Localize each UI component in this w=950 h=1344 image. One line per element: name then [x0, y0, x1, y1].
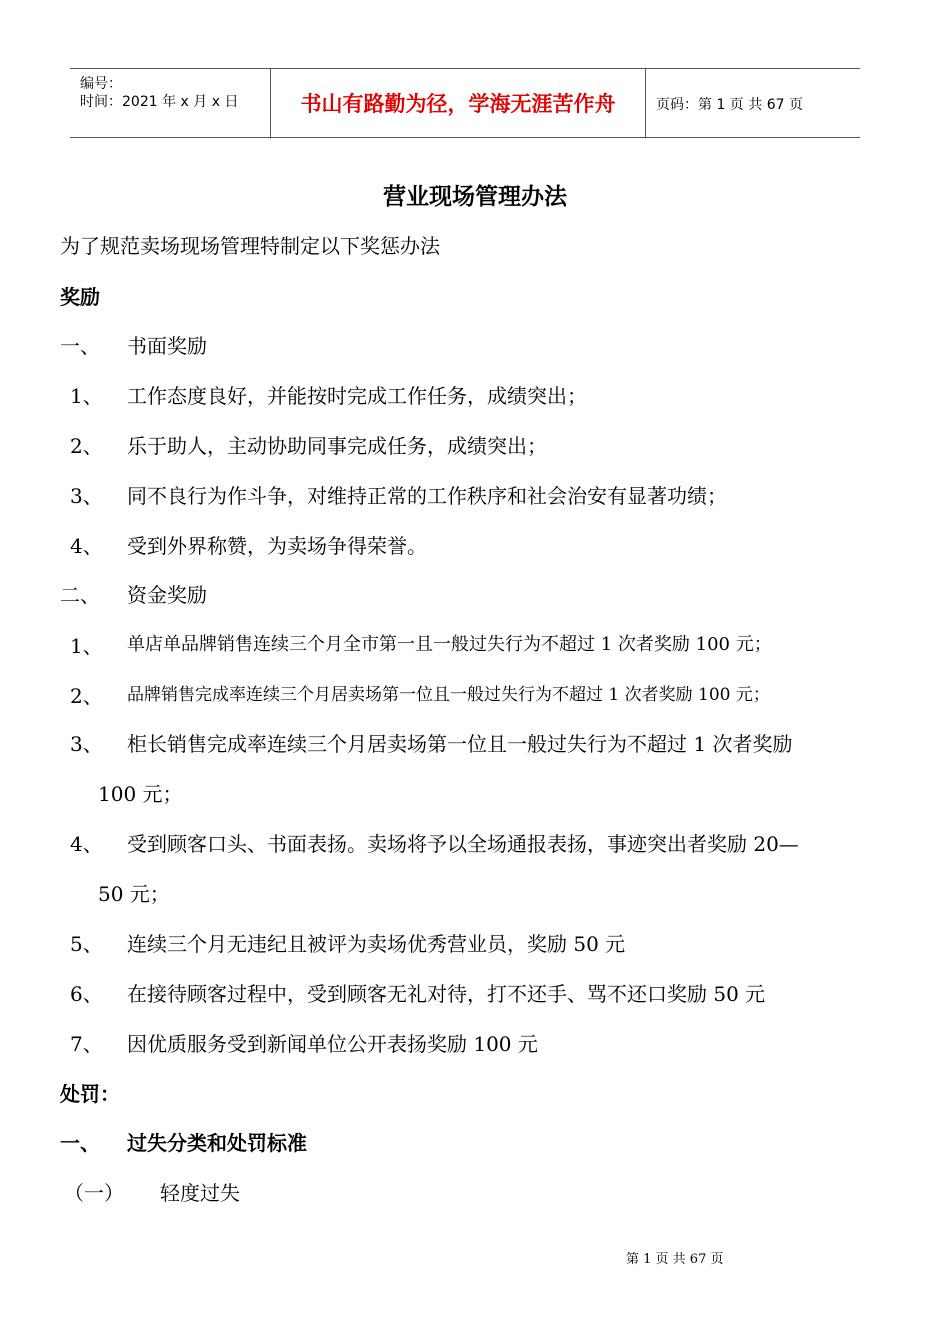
section-label: 过失分类和处罚标准 — [127, 1131, 307, 1155]
document-title: 营业现场管理办法 — [383, 183, 567, 210]
item-text: 受到外界称赞，为卖场争得荣誉。 — [127, 534, 427, 558]
number-label: 编号： — [80, 76, 122, 92]
item-number: 1、 — [70, 634, 103, 658]
section-number: 一、 — [60, 1131, 100, 1155]
item-number: 4、 — [70, 832, 103, 856]
item-text: 在接待顾客过程中，受到顾客无礼对待，打不还手、骂不还口奖励 50 元 — [127, 982, 766, 1006]
intro-paragraph: 为了规范卖场现场管理特制定以下奖惩办法 — [60, 234, 440, 258]
reward-heading: 奖励 — [60, 285, 100, 309]
item-number: 7、 — [70, 1032, 103, 1056]
item-number: 4、 — [70, 534, 103, 558]
header-meta — [70, 69, 270, 137]
time-label: 时间：2021 年 x 月 x 日 — [80, 94, 239, 110]
header-page-info: 页码：第 1 页 共 67 页 — [656, 97, 803, 113]
item-text: 受到顾客口头、书面表扬。卖场将予以全场通报表扬，事迹突出者奖励 20— — [127, 832, 799, 856]
item-number: 2、 — [70, 684, 103, 708]
subsection-label: 轻度过失 — [160, 1181, 240, 1205]
section-label: 资金奖励 — [127, 583, 207, 607]
item-number: 2、 — [70, 434, 103, 458]
section-number: 一、 — [60, 334, 100, 358]
item-text: 柜长销售完成率连续三个月居卖场第一位且一般过失行为不超过 1 次者奖励 — [127, 732, 793, 756]
item-number: 3、 — [70, 484, 103, 508]
item-number: 6、 — [70, 982, 103, 1006]
footer-page-number: 第 1 页 共 67 页 — [626, 1252, 724, 1267]
item-continuation: 50 元； — [98, 882, 170, 906]
item-text: 单店单品牌销售连续三个月全市第一且一般过失行为不超过 1 次者奖励 100 元； — [127, 634, 772, 655]
item-number: 3、 — [70, 732, 103, 756]
item-continuation: 100 元； — [98, 782, 183, 806]
section-number: 二、 — [60, 583, 100, 607]
item-text: 乐于助人，主动协助同事完成任务，成绩突出； — [127, 434, 547, 458]
penalty-heading: 处罚： — [60, 1082, 120, 1106]
item-text: 连续三个月无违纪且被评为卖场优秀营业员，奖励 50 元 — [127, 932, 626, 956]
item-number: 5、 — [70, 932, 103, 956]
header-motto: 书山有路勤为径，学海无涯苦作舟 — [300, 92, 616, 116]
item-text: 因优质服务受到新闻单位公开表扬奖励 100 元 — [127, 1032, 538, 1056]
item-text: 工作态度良好，并能按时完成工作任务，成绩突出； — [127, 384, 587, 408]
header-divider — [645, 69, 646, 137]
subsection-number: （一） — [64, 1181, 124, 1205]
item-text: 同不良行为作斗争，对维持正常的工作秩序和社会治安有显著功绩； — [127, 484, 727, 508]
section-label: 书面奖励 — [127, 334, 207, 358]
item-number: 1、 — [70, 384, 103, 408]
document-header — [70, 68, 860, 138]
item-text: 品牌销售完成率连续三个月居卖场第一位且一般过失行为不超过 1 次者奖励 100 元； — [127, 685, 770, 705]
